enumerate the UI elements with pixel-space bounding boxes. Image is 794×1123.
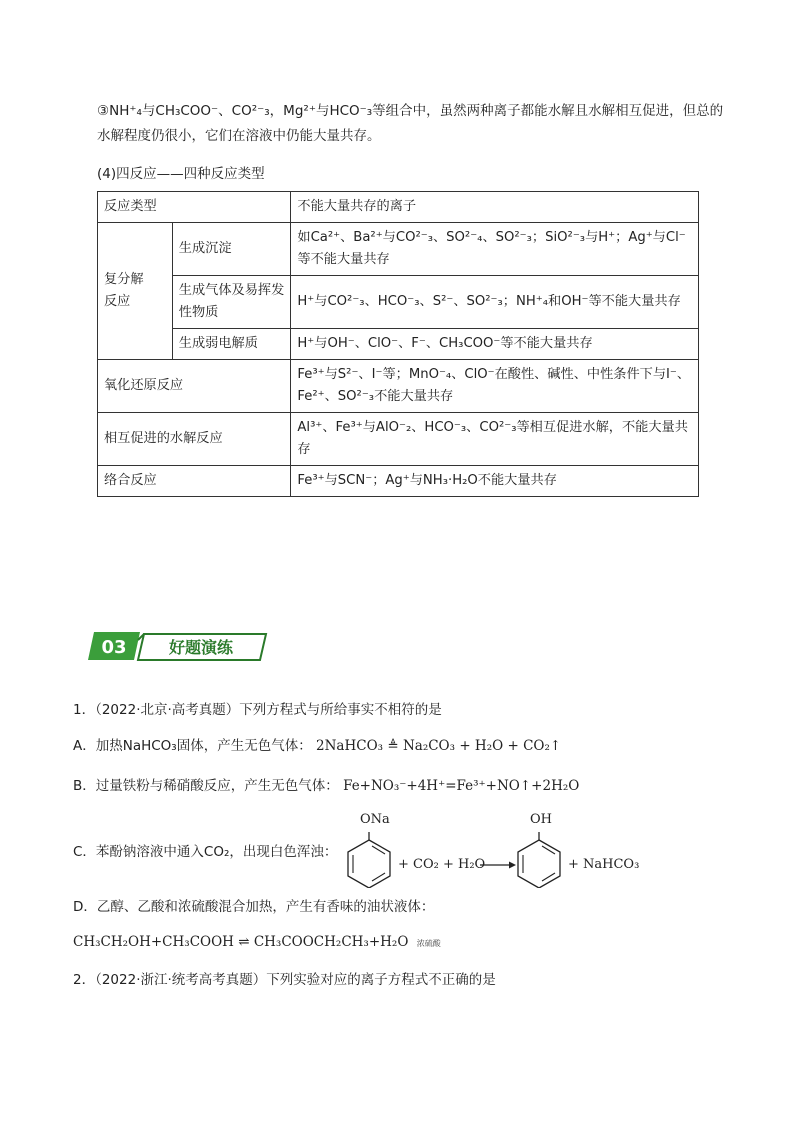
row-type: 络合反应 xyxy=(98,466,291,497)
option-c-end: + NaHCO₃ xyxy=(568,857,640,872)
option-a-equation: 2NaHCO₃ ≜ Na₂CO₃ + H₂O + CO₂↑ xyxy=(316,738,562,754)
arrow-icon xyxy=(480,860,516,870)
reactant-group-label: ONa xyxy=(360,812,390,827)
section-banner xyxy=(88,630,268,662)
benzene-ring-reactant xyxy=(344,832,394,888)
row-type: 生成沉淀 xyxy=(172,223,291,276)
option-a-text: A．加热NaHCO₃固体，产生无色气体： xyxy=(73,738,312,754)
intro-line-1: ③NH⁺₄与CH₃COO⁻、CO²⁻₃，Mg²⁺与HCO⁻₃等组合中，虽然两种离子都能水解且水解相互促进，但总的 xyxy=(97,103,724,119)
row-ions: Al³⁺、Fe³⁺与AlO⁻₂、HCO⁻₃、CO²⁻₃等相互促进水解，不能大量共存 xyxy=(291,413,699,466)
option-b-text: B．过量铁粉与稀硝酸反应，产生无色气体： xyxy=(73,778,339,794)
group-label: 复分解 反应 xyxy=(98,223,173,360)
row-type: 生成气体及易挥发性物质 xyxy=(172,276,291,329)
option-d-text: D．乙醇、乙酸和浓硫酸混合加热，产生有香味的油状液体： xyxy=(73,899,435,915)
banner-graphic xyxy=(88,630,268,662)
option-c-middle: + CO₂ + H₂O xyxy=(398,857,486,872)
question-2-stem: 2．（2022·浙江·统考高考真题）下列实验对应的离子方程式不正确的是 xyxy=(73,972,496,988)
option-c-text: C．苯酚钠溶液中通入CO₂，出现白色浑浊： xyxy=(73,844,338,860)
row-ions: 如Ca²⁺、Ba²⁺与CO²⁻₃、SO²⁻₄、SO²⁻₃；SiO²⁻₃与H⁺；Ag⁺与Cl⁻等不能大量共存 xyxy=(291,223,699,276)
row-type: 生成弱电解质 xyxy=(172,329,291,360)
option-d-equation: CH₃CH₂OH+CH₃COOH ⇌ CH₃COOCH₂CH₃+H₂O xyxy=(73,934,409,950)
row-type: 氧化还原反应 xyxy=(98,360,291,413)
benzene-ring-product xyxy=(514,832,564,888)
question-1-stem: 1．（2022·北京·高考真题）下列方程式与所给事实不相符的是 xyxy=(73,702,442,718)
table-row xyxy=(98,223,699,276)
table-row xyxy=(98,466,699,497)
row-ions: Fe³⁺与SCN⁻；Ag⁺与NH₃·H₂O不能大量共存 xyxy=(291,466,699,497)
option-b xyxy=(73,776,579,796)
option-b-equation: Fe+NO₃⁻+4H⁺=Fe³⁺+NO↑+2H₂O xyxy=(343,778,580,794)
table-row xyxy=(98,413,699,466)
header-reaction-type: 反应类型 xyxy=(98,192,291,223)
table-header-row xyxy=(98,192,699,223)
row-type: 相互促进的水解反应 xyxy=(98,413,291,466)
option-d-condition: 浓硫酸 xyxy=(416,939,441,948)
table-row xyxy=(98,360,699,413)
row-ions: H⁺与CO²⁻₃、HCO⁻₃、S²⁻、SO²⁻₃；NH⁺₄和OH⁻等不能大量共存 xyxy=(291,276,699,329)
banner-title: 好题演练 xyxy=(168,638,234,657)
row-ions: H⁺与OH⁻、ClO⁻、F⁻、CH₃COO⁻等不能大量共存 xyxy=(291,329,699,360)
section-heading: (4)四反应——四种反应类型 xyxy=(97,166,265,182)
header-ions: 不能大量共存的离子 xyxy=(291,192,699,223)
reaction-type-table xyxy=(97,191,699,497)
banner-number: 03 xyxy=(101,637,127,658)
table-row xyxy=(98,276,699,329)
table-row xyxy=(98,329,699,360)
row-ions: Fe³⁺与S²⁻、I⁻等；MnO⁻₄、ClO⁻在酸性、碱性、中性条件下与I⁻、Fe²⁺、SO²⁻₃不能大量共存 xyxy=(291,360,699,413)
intro-line-2: 水解程度仍很小，它们在溶液中仍能大量共存。 xyxy=(97,128,381,144)
option-d-equation-line xyxy=(73,932,441,954)
option-a xyxy=(73,736,561,756)
product-group-label: OH xyxy=(530,812,552,827)
